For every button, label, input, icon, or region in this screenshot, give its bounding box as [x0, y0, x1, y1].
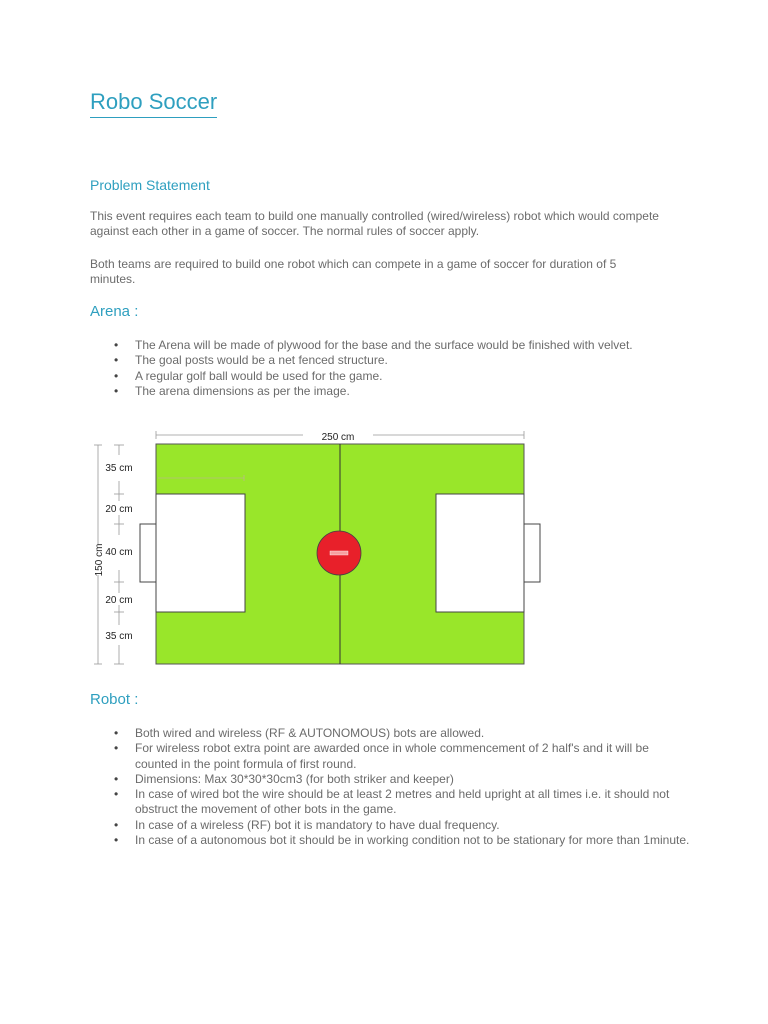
robot-bullet: • Dimensions: Max 30*30*30cm3 (for both striker and keeper) [90, 772, 690, 787]
robot-bullet: • In case of a autonomous bot it should be in working condition not to be stationary for more than 1minute. [90, 833, 690, 848]
arena-heading: Arena : [90, 303, 139, 320]
left-penalty-box [156, 494, 245, 612]
robot-bullet: • In case of a wireless (RF) bot it is mandatory to have dual frequency. [90, 818, 690, 833]
segment-label: 40 cm [105, 547, 133, 558]
height-label: 150 cm [94, 543, 105, 577]
left-goal [140, 524, 156, 582]
segment-label: 35 cm [105, 631, 133, 642]
arena-diagram-svg [88, 425, 548, 675]
segment-label: 35 cm [105, 463, 133, 474]
width-label: 250 cm [321, 432, 355, 443]
arena-bullet-list [90, 338, 690, 399]
robot-bullet: • Both wired and wireless (RF & AUTONOMOUS) bots are allowed. [90, 726, 690, 741]
segment-label: 20 cm [105, 504, 133, 515]
robot-bullet: • In case of wired bot the wire should be at least 2 metres and held upright at all times i.e. it should not obstruct the movement of other bots in the game. [90, 787, 690, 818]
arena-bullet: • The goal posts would be a net fenced structure. [90, 353, 690, 368]
robot-bullet-list [90, 726, 690, 848]
robot-heading: Robot : [90, 691, 139, 708]
arena-bullet: • A regular golf ball would be used for the game. [90, 369, 690, 384]
problem-paragraph-1: This event requires each team to build one manually controlled (wired/wireless) robot which would compete against each other in a game of soccer. The normal rules of soccer apply. [90, 209, 659, 238]
right-goal [524, 524, 540, 582]
arena-bullet: • The arena dimensions as per the image. [90, 384, 690, 399]
robot-bullet: • For wireless robot extra point are awarded once in whole commencement of 2 half's and it will be counted in the point formula of first round. [90, 741, 690, 772]
problem-paragraph-2: Both teams are required to build one robot which can compete in a game of soccer for duration of 5 minutes. [90, 257, 617, 286]
page-title: Robo Soccer [90, 88, 217, 118]
segment-label: 20 cm [105, 595, 133, 606]
problem-statement-heading: Problem Statement [90, 177, 210, 193]
ball-marker [330, 551, 348, 555]
right-penalty-box [436, 494, 524, 612]
arena-diagram [88, 425, 548, 675]
arena-bullet: • The Arena will be made of plywood for the base and the surface would be finished with velvet. [90, 338, 690, 353]
